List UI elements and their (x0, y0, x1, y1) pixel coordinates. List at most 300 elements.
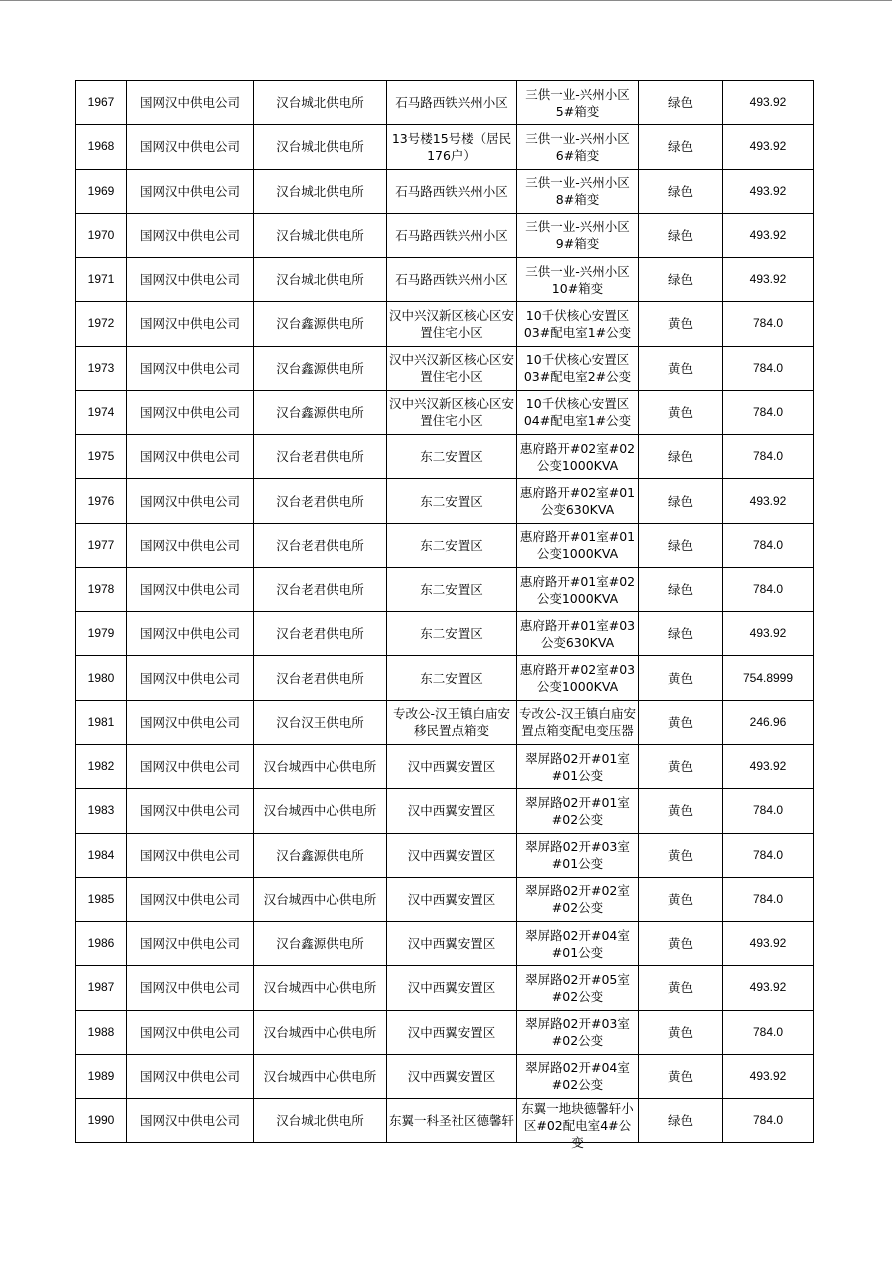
cell-transformer-text: 三供一业-兴州小区6#箱变 (525, 130, 630, 163)
cell-value (723, 656, 814, 700)
cell-value-text: 784.0 (752, 360, 784, 375)
cell-area-text: 石马路西铁兴州小区 (395, 227, 508, 243)
cell-id-text: 1976 (87, 493, 115, 508)
cell-area (387, 435, 517, 479)
cell-value-text: 784.0 (752, 1024, 784, 1039)
cell-id (76, 1054, 127, 1098)
cell-station-text: 汉台老君供电所 (276, 670, 364, 686)
cell-status-color-text: 绿色 (667, 537, 693, 553)
cell-company-text: 国网汉中供电公司 (139, 272, 240, 288)
cell-status-color-text: 黄色 (667, 1024, 693, 1040)
table-body (76, 81, 814, 1151)
cell-area (387, 390, 517, 434)
cell-company-text: 国网汉中供电公司 (139, 670, 240, 686)
cell-area-text: 石马路西铁兴州小区 (395, 95, 508, 111)
cell-status-color-text: 黄色 (667, 360, 693, 376)
cell-transformer (517, 833, 639, 877)
cell-value-text: 493.92 (749, 1068, 787, 1083)
table-row (76, 258, 814, 302)
cell-area (387, 1099, 517, 1143)
cell-company-text: 国网汉中供电公司 (139, 95, 240, 111)
cell-transformer-text: 10千伏核心安置区03#配电室1#公变 (523, 307, 632, 340)
cell-id (76, 612, 127, 656)
cell-id-text: 1975 (87, 449, 115, 464)
cell-transformer (517, 612, 639, 656)
cell-area (387, 258, 517, 302)
cell-company (127, 700, 254, 744)
cell-station (254, 922, 387, 966)
cell-company-text: 国网汉中供电公司 (139, 537, 240, 553)
cell-area-text: 东二安置区 (420, 493, 483, 509)
cell-transformer (517, 922, 639, 966)
cell-value-text: 493.92 (749, 626, 787, 641)
cell-area-text: 汉中西翼安置区 (407, 1024, 496, 1040)
cell-status-color (639, 435, 723, 479)
table-row (76, 966, 814, 1010)
cell-value-text: 784.0 (752, 847, 784, 862)
cell-area-text: 石马路西铁兴州小区 (395, 272, 508, 288)
cell-company (127, 833, 254, 877)
cell-area-text: 东二安置区 (420, 670, 483, 686)
cell-area (387, 346, 517, 390)
cell-transformer (517, 169, 639, 213)
cell-area (387, 789, 517, 833)
cell-station (254, 833, 387, 877)
cell-status-color-text: 黄色 (667, 714, 693, 730)
cell-value (723, 744, 814, 788)
cell-id (76, 169, 127, 213)
cell-transformer (517, 966, 639, 1010)
cell-value (723, 435, 814, 479)
cell-company (127, 744, 254, 788)
cell-status-color (639, 744, 723, 788)
cell-id-text: 1977 (87, 537, 115, 552)
cell-station-text: 汉台城北供电所 (276, 95, 364, 111)
cell-id-text: 1989 (87, 1068, 115, 1083)
cell-company (127, 567, 254, 611)
cell-company (127, 435, 254, 479)
cell-value-text: 754.8999 (742, 670, 794, 685)
cell-station-text: 汉台老君供电所 (276, 449, 364, 465)
cell-area (387, 700, 517, 744)
cell-id (76, 479, 127, 523)
cell-status-color (639, 213, 723, 257)
table-row (76, 125, 814, 169)
cell-transformer-text: 三供一业-兴州小区8#箱变 (525, 175, 630, 208)
cell-id (76, 258, 127, 302)
cell-id (76, 390, 127, 434)
cell-station (254, 612, 387, 656)
cell-id-text: 1968 (87, 139, 115, 154)
cell-area-text: 专改公-汉王镇白庙安移民置点箱变 (392, 706, 510, 739)
cell-company-text: 国网汉中供电公司 (139, 227, 240, 243)
cell-value (723, 1010, 814, 1054)
cell-value (723, 479, 814, 523)
cell-value (723, 789, 814, 833)
table-row (76, 1010, 814, 1054)
cell-value (723, 922, 814, 966)
table-row (76, 479, 814, 523)
cell-transformer (517, 390, 639, 434)
cell-transformer-text: 翠屏路02开#01室#01公变 (525, 750, 630, 783)
cell-area-text: 汉中西翼安置区 (407, 803, 496, 819)
cell-station-text: 汉台老君供电所 (276, 626, 364, 642)
cell-status-color-text: 黄色 (667, 759, 693, 775)
cell-area (387, 744, 517, 788)
cell-id (76, 656, 127, 700)
cell-status-color-text: 绿色 (667, 449, 693, 465)
table-row (76, 1099, 814, 1143)
cell-area (387, 523, 517, 567)
cell-value (723, 1054, 814, 1098)
cell-value-text: 493.92 (749, 980, 787, 995)
cell-status-color (639, 567, 723, 611)
cell-company-text: 国网汉中供电公司 (139, 1113, 240, 1129)
cell-area-text: 汉中西翼安置区 (407, 891, 496, 907)
cell-status-color-text: 绿色 (667, 183, 693, 199)
cell-transformer (517, 258, 639, 302)
cell-value (723, 523, 814, 567)
cell-value (723, 1099, 814, 1143)
cell-company-text: 国网汉中供电公司 (139, 316, 240, 332)
cell-id (76, 567, 127, 611)
cell-transformer (517, 213, 639, 257)
cell-status-color-text: 黄色 (667, 1068, 693, 1084)
cell-status-color (639, 789, 723, 833)
cell-area-text: 汉中西翼安置区 (407, 759, 496, 775)
cell-id (76, 523, 127, 567)
cell-transformer-text: 翠屏路02开#05室#02公变 (525, 971, 630, 1004)
cell-value (723, 612, 814, 656)
cell-transformer (517, 1099, 639, 1151)
cell-value (723, 302, 814, 346)
cell-value (723, 700, 814, 744)
cell-company (127, 81, 254, 125)
cell-area (387, 966, 517, 1010)
cell-area-text: 东二安置区 (420, 626, 483, 642)
cell-station-text: 汉台鑫源供电所 (276, 847, 364, 863)
table-row (76, 700, 814, 744)
cell-company (127, 1054, 254, 1098)
cell-station (254, 125, 387, 169)
cell-id (76, 302, 127, 346)
cell-status-color (639, 966, 723, 1010)
cell-company-text: 国网汉中供电公司 (139, 803, 240, 819)
cell-company (127, 523, 254, 567)
cell-status-color-text: 黄色 (667, 404, 693, 420)
cell-station-text: 汉台城北供电所 (276, 183, 364, 199)
cell-company (127, 656, 254, 700)
cell-station-text: 汉台鑫源供电所 (276, 316, 364, 332)
cell-company (127, 612, 254, 656)
cell-station (254, 213, 387, 257)
cell-status-color (639, 1099, 723, 1143)
cell-area (387, 612, 517, 656)
cell-transformer-text: 三供一业-兴州小区9#箱变 (525, 219, 630, 252)
cell-company (127, 1099, 254, 1143)
cell-company (127, 966, 254, 1010)
cell-id-text: 1978 (87, 582, 115, 597)
cell-id-text: 1988 (87, 1024, 115, 1039)
cell-status-color (639, 833, 723, 877)
cell-id-text: 1987 (87, 980, 115, 995)
cell-station-text: 汉台城西中心供电所 (263, 980, 377, 996)
cell-status-color-text: 绿色 (667, 493, 693, 509)
cell-id-text: 1990 (87, 1113, 115, 1128)
table-row (76, 877, 814, 921)
cell-transformer-text: 10千伏核心安置区03#配电室2#公变 (523, 352, 632, 385)
cell-value-text: 493.92 (749, 95, 787, 110)
cell-transformer-text: 三供一业-兴州小区5#箱变 (525, 86, 630, 119)
cell-company (127, 922, 254, 966)
cell-value (723, 346, 814, 390)
cell-id-text: 1985 (87, 891, 115, 906)
cell-value-text: 784.0 (752, 449, 784, 464)
cell-transformer-text: 翠屏路02开#01室#02公变 (525, 794, 630, 827)
cell-company-text: 国网汉中供电公司 (139, 183, 240, 199)
cell-station (254, 966, 387, 1010)
cell-id (76, 213, 127, 257)
cell-status-color-text: 黄色 (667, 803, 693, 819)
cell-value-text: 493.92 (749, 493, 787, 508)
cell-value (723, 169, 814, 213)
cell-transformer-text: 惠府路开#01室#01公变1000KVA (519, 529, 636, 562)
cell-id (76, 922, 127, 966)
cell-id-text: 1967 (87, 95, 115, 110)
cell-transformer-text: 翠屏路02开#03室#02公变 (525, 1016, 630, 1049)
cell-transformer (517, 346, 639, 390)
cell-company-text: 国网汉中供电公司 (139, 404, 240, 420)
table-row (76, 213, 814, 257)
cell-value-text: 784.0 (752, 537, 784, 552)
cell-transformer (517, 567, 639, 611)
cell-transformer-text: 翠屏路02开#03室#01公变 (525, 839, 630, 872)
cell-transformer (517, 435, 639, 479)
cell-area (387, 302, 517, 346)
cell-id (76, 125, 127, 169)
cell-station-text: 汉台鑫源供电所 (276, 936, 364, 952)
cell-station-text: 汉台城北供电所 (276, 227, 364, 243)
cell-area (387, 213, 517, 257)
cell-station (254, 1099, 387, 1143)
cell-id-text: 1970 (87, 227, 115, 242)
cell-station (254, 1054, 387, 1098)
table-row (76, 833, 814, 877)
cell-value-text: 493.92 (749, 759, 787, 774)
cell-company-text: 国网汉中供电公司 (139, 582, 240, 598)
cell-id-text: 1972 (87, 316, 115, 331)
cell-area-text: 汉中西翼安置区 (407, 936, 496, 952)
cell-company (127, 789, 254, 833)
cell-value (723, 213, 814, 257)
cell-id (76, 1010, 127, 1054)
cell-area-text: 汉中兴汉新区核心区安置住宅小区 (389, 396, 515, 429)
cell-area-text: 东二安置区 (420, 449, 483, 465)
cell-company-text: 国网汉中供电公司 (139, 139, 240, 155)
cell-value-text: 784.0 (752, 316, 784, 331)
table-row (76, 302, 814, 346)
cell-area-text: 汉中兴汉新区核心区安置住宅小区 (389, 307, 515, 340)
cell-company-text: 国网汉中供电公司 (139, 980, 240, 996)
cell-company-text: 国网汉中供电公司 (139, 714, 240, 730)
cell-status-color (639, 125, 723, 169)
cell-status-color-text: 黄色 (667, 670, 693, 686)
table-row (76, 789, 814, 833)
cell-status-color-text: 绿色 (667, 227, 693, 243)
cell-value (723, 390, 814, 434)
cell-id-text: 1971 (87, 272, 115, 287)
cell-station (254, 479, 387, 523)
cell-station (254, 523, 387, 567)
cell-id-text: 1984 (87, 847, 115, 862)
cell-id (76, 700, 127, 744)
cell-company (127, 213, 254, 257)
cell-transformer (517, 656, 639, 700)
cell-station-text: 汉台老君供电所 (276, 582, 364, 598)
cell-company (127, 390, 254, 434)
cell-status-color-text: 绿色 (667, 1113, 693, 1129)
cell-id (76, 833, 127, 877)
cell-value (723, 567, 814, 611)
cell-company-text: 国网汉中供电公司 (139, 1024, 240, 1040)
cell-status-color-text: 绿色 (667, 139, 693, 155)
cell-station-text: 汉台老君供电所 (276, 537, 364, 553)
cell-value (723, 877, 814, 921)
cell-status-color (639, 523, 723, 567)
cell-area (387, 1010, 517, 1054)
table-row (76, 435, 814, 479)
table-row (76, 81, 814, 125)
cell-status-color (639, 169, 723, 213)
cell-company-text: 国网汉中供电公司 (139, 891, 240, 907)
cell-transformer-text: 惠府路开#02室#02公变1000KVA (519, 440, 636, 473)
cell-station (254, 302, 387, 346)
cell-area (387, 922, 517, 966)
cell-transformer (517, 523, 639, 567)
cell-transformer (517, 81, 639, 125)
cell-value-text: 493.92 (749, 227, 787, 242)
cell-station-text: 汉台城北供电所 (276, 272, 364, 288)
cell-company (127, 877, 254, 921)
cell-value-text: 784.0 (752, 1113, 784, 1128)
cell-transformer (517, 479, 639, 523)
cell-company-text: 国网汉中供电公司 (139, 449, 240, 465)
cell-area (387, 833, 517, 877)
cell-value-text: 784.0 (752, 582, 784, 597)
cell-area (387, 656, 517, 700)
cell-station (254, 81, 387, 125)
cell-status-color-text: 绿色 (667, 582, 693, 598)
cell-station-text: 汉台城西中心供电所 (263, 759, 377, 775)
cell-status-color (639, 302, 723, 346)
cell-company (127, 302, 254, 346)
cell-company-text: 国网汉中供电公司 (139, 1068, 240, 1084)
cell-transformer (517, 744, 639, 788)
cell-transformer (517, 302, 639, 346)
cell-station-text: 汉台城北供电所 (276, 139, 364, 155)
cell-value-text: 493.92 (749, 272, 787, 287)
table-row (76, 523, 814, 567)
cell-area-text: 汉中西翼安置区 (407, 847, 496, 863)
cell-value-text: 784.0 (752, 803, 784, 818)
cell-id-text: 1982 (87, 759, 115, 774)
cell-company-text: 国网汉中供电公司 (139, 759, 240, 775)
table-row (76, 169, 814, 213)
cell-id-text: 1981 (87, 714, 115, 729)
cell-id-text: 1986 (87, 936, 115, 951)
cell-id-text: 1980 (87, 670, 115, 685)
cell-area-text: 汉中西翼安置区 (407, 980, 496, 996)
table-row (76, 744, 814, 788)
cell-company (127, 258, 254, 302)
cell-station-text: 汉台城西中心供电所 (263, 891, 377, 907)
cell-status-color-text: 黄色 (667, 847, 693, 863)
cell-value (723, 125, 814, 169)
cell-station-text: 汉台城西中心供电所 (263, 1068, 377, 1084)
cell-status-color (639, 1054, 723, 1098)
cell-station-text: 汉台老君供电所 (276, 493, 364, 509)
cell-status-color-text: 黄色 (667, 980, 693, 996)
cell-id (76, 346, 127, 390)
cell-transformer (517, 1010, 639, 1054)
cell-transformer-text: 惠府路开#02室#01公变630KVA (519, 485, 636, 518)
cell-id (76, 1099, 127, 1143)
cell-area (387, 877, 517, 921)
table-row (76, 922, 814, 966)
cell-company-text: 国网汉中供电公司 (139, 936, 240, 952)
cell-transformer-text: 惠府路开#01室#03公变630KVA (519, 617, 636, 650)
cell-id (76, 81, 127, 125)
cell-status-color (639, 700, 723, 744)
cell-value (723, 833, 814, 877)
cell-status-color-text: 黄色 (667, 936, 693, 952)
cell-status-color (639, 390, 723, 434)
cell-station-text: 汉台城西中心供电所 (263, 1024, 377, 1040)
cell-status-color-text: 绿色 (667, 95, 693, 111)
cell-value-text: 493.92 (749, 139, 787, 154)
cell-status-color (639, 877, 723, 921)
cell-id-text: 1974 (87, 404, 115, 419)
cell-station (254, 390, 387, 434)
cell-value (723, 81, 814, 125)
cell-station-text: 汉台汉王供电所 (276, 714, 364, 730)
cell-station-text: 汉台鑫源供电所 (276, 360, 364, 376)
cell-station (254, 258, 387, 302)
table-row (76, 567, 814, 611)
cell-value (723, 258, 814, 302)
table-row (76, 656, 814, 700)
cell-value-text: 493.92 (749, 183, 787, 198)
cell-station (254, 346, 387, 390)
table-row (76, 390, 814, 434)
cell-station-text: 汉台鑫源供电所 (276, 404, 364, 420)
cell-id-text: 1983 (87, 803, 115, 818)
cell-value-text: 246.96 (749, 714, 787, 729)
cell-id-text: 1973 (87, 360, 115, 375)
cell-area (387, 479, 517, 523)
cell-transformer-text: 东翼一地块德馨轩小区#02配电室4#公变 (521, 1101, 634, 1151)
cell-id (76, 435, 127, 479)
cell-status-color (639, 81, 723, 125)
cell-company-text: 国网汉中供电公司 (139, 847, 240, 863)
cell-transformer-text: 翠屏路02开#02室#02公变 (525, 883, 630, 916)
cell-value (723, 966, 814, 1010)
cell-area-text: 13号楼15号楼（居民176户） (391, 130, 512, 163)
cell-status-color (639, 1010, 723, 1054)
cell-transformer-text: 翠屏路02开#04室#02公变 (525, 1060, 630, 1093)
cell-area-text: 东二安置区 (420, 537, 483, 553)
cell-id (76, 877, 127, 921)
